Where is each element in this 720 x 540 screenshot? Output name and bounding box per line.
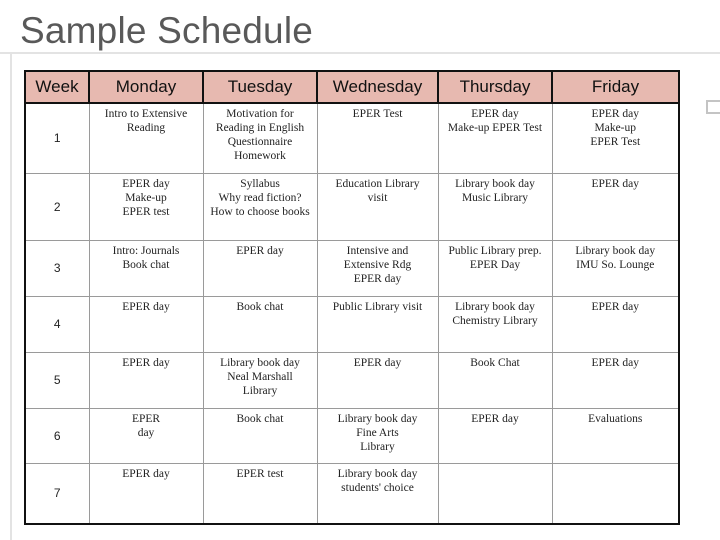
table-row [25, 408, 679, 463]
week-number: 4 [25, 296, 89, 352]
table-cell: Intro to Extensive Reading [89, 103, 203, 173]
header-week: Week [25, 71, 89, 103]
table-cell: Library book day Chemistry Library [438, 296, 552, 352]
table-cell: Motivation for Reading in English Questionnaire Homework [203, 103, 317, 173]
table-cell: Public Library visit [317, 296, 438, 352]
table-row [25, 240, 679, 296]
table-cell: Library book day Neal Marshall Library [203, 352, 317, 408]
table-cell: EPER day Make-up EPER Test [552, 103, 679, 173]
table-cell: EPER day [438, 408, 552, 463]
table-cell: Library book day IMU So. Lounge [552, 240, 679, 296]
table-row [25, 352, 679, 408]
table-cell: Syllabus Why read fiction? How to choose books [203, 173, 317, 240]
week-number: 6 [25, 408, 89, 463]
schedule-table [24, 70, 680, 525]
table-cell: EPER day [89, 463, 203, 524]
header-friday: Friday [552, 71, 679, 103]
corner-ornament [706, 100, 720, 114]
left-accent-line [10, 52, 12, 540]
week-number: 5 [25, 352, 89, 408]
table-row [25, 173, 679, 240]
table-cell: EPER day Make-up EPER Test [438, 103, 552, 173]
header-wednesday: Wednesday [317, 71, 438, 103]
table-cell: EPER day [89, 408, 203, 463]
table-cell: EPER day Make-up EPER test [89, 173, 203, 240]
table-row [25, 296, 679, 352]
table-cell: EPER day [203, 240, 317, 296]
table-cell: EPER test [203, 463, 317, 524]
table-cell: EPER day [552, 173, 679, 240]
table-cell: Intro: Journals Book chat [89, 240, 203, 296]
header-row [25, 71, 679, 103]
table-cell: EPER day [317, 352, 438, 408]
page-title: Sample Schedule [20, 10, 314, 51]
table-cell: Library book day Fine Arts Library [317, 408, 438, 463]
header-tuesday: Tuesday [203, 71, 317, 103]
week-number: 3 [25, 240, 89, 296]
header-thursday: Thursday [438, 71, 552, 103]
table-cell: EPER Test [317, 103, 438, 173]
table-cell: Intensive and Extensive Rdg EPER day [317, 240, 438, 296]
header-monday: Monday [89, 71, 203, 103]
table-cell: Evaluations [552, 408, 679, 463]
table-cell: EPER day [89, 296, 203, 352]
table-cell: Book chat [203, 408, 317, 463]
week-number: 2 [25, 173, 89, 240]
table-row [25, 463, 679, 524]
table-row [25, 103, 679, 173]
table-cell: Book Chat [438, 352, 552, 408]
table-cell: Library book day Music Library [438, 173, 552, 240]
title-underline [0, 52, 720, 54]
table-cell [438, 463, 552, 524]
table-cell: Book chat [203, 296, 317, 352]
table-cell: Library book day students' choice [317, 463, 438, 524]
table-cell: Public Library prep. EPER Day [438, 240, 552, 296]
table-cell: Education Library visit [317, 173, 438, 240]
table-cell: EPER day [552, 352, 679, 408]
week-number: 7 [25, 463, 89, 524]
table-cell: EPER day [552, 296, 679, 352]
table-cell [552, 463, 679, 524]
table-cell: EPER day [89, 352, 203, 408]
week-number: 1 [25, 103, 89, 173]
